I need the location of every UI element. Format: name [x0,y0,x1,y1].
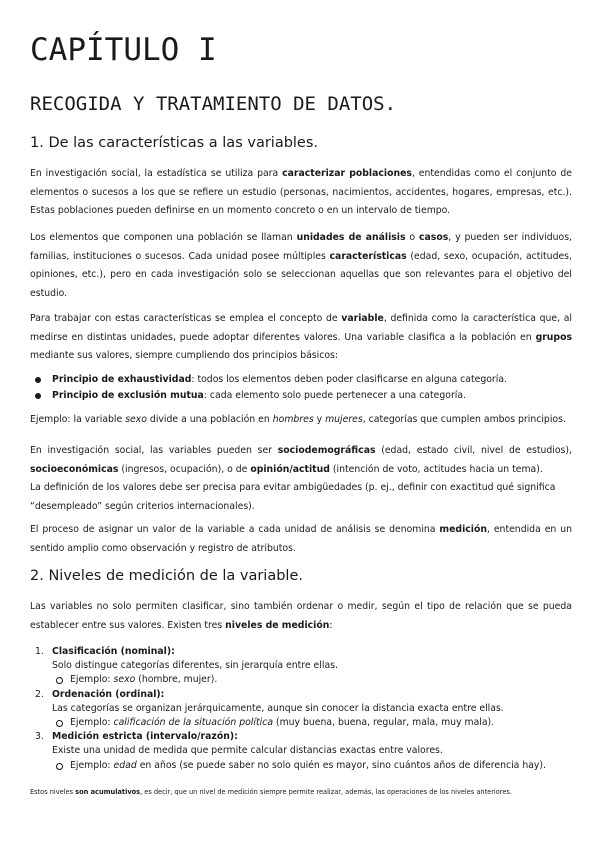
section-2-title: Niveles de medición de la variable. [48,568,303,584]
list-item [30,730,572,773]
text: Ejemplo: [70,717,114,729]
section-1-heading [30,133,318,153]
text: (hombre, mujer). [135,674,218,686]
text: : todos los elementos deben poder clasificarse en alguna categoría. [191,374,507,385]
circle-bullet-icon [56,720,63,727]
italic-term: sexo [125,414,147,425]
text: , definida como la característica que, al medirse en distintas unidades, puede adoptar diferentes valores. Una variable clasifica a la población en [30,313,573,343]
text: divide a una población en [146,414,273,425]
list-number: 2. [35,688,44,700]
bold-term: caracterizar poblaciones [282,168,412,179]
section-2-heading [30,566,303,586]
level-example [52,673,572,687]
text: , entendida en un sentido amplio como observación y registro de atributos. [30,524,572,554]
paragraph-levels-intro [30,598,572,635]
text: Ejemplo: la variable [30,414,126,425]
circle-bullet-icon [56,763,63,770]
cumulative-note [30,787,572,797]
bold-term: grupos [535,331,572,343]
paragraph-measurement [30,521,572,558]
list-number: 3. [35,731,44,743]
text: En investigación social, las variables pueden ser [30,445,278,456]
text: en años (se puede saber no solo quién es mayor, sino cuántos años de diferencia hay). [136,759,547,771]
bold-term: socioeconómicas [30,463,119,475]
text: , categorías que cumplen ambos principios. [362,414,566,425]
italic-term: mujeres [325,414,363,425]
list-number: 1. [35,646,44,657]
list-item [30,688,572,731]
text: Para trabajar con estas características se emplea el concepto de [30,313,342,324]
text: : cada elemento solo puede pertenecer a una categoría. [203,389,467,401]
paragraph-example [30,411,572,430]
circle-bullet-icon [56,677,63,684]
text: Ejemplo: [70,759,114,771]
bold-term: Principio de exhaustividad [52,374,192,385]
bold-term: opinión/actitud [250,463,330,475]
text: (intención de voto, actitudes hacia un tema). [329,463,543,475]
bullet-icon [35,393,41,399]
level-title: Medición estricta (intervalo/razón): [52,731,238,743]
bold-term: casos [419,232,449,243]
section-2-number: 2. [30,568,44,584]
italic-term: hombres [272,414,314,425]
level-example [52,759,572,773]
level-description: Las categorías se organizan jerárquicamente, aunque sin conocer la distancia exacta entre ellas. [52,702,504,714]
italic-term: calificación de la situación política [113,717,274,729]
text: o [405,232,420,243]
level-description: Existe una unidad de medida que permite calcular distancias exactas entre valores. [52,745,443,757]
text: , entendidas como el conjunto de elementos o sucesos a los que se refiere un estudio (personas, nacimientos, accidentes, hogares, empresas, etc.). Estas poblaciones pueden definirse en un momento concreto o en un intervalo de tiempo. [30,168,573,217]
chapter-subtitle: RECOGIDA Y TRATAMIENTO DE DATOS. [30,93,397,115]
section-1-title: De las características a las variables. [48,135,319,151]
bold-term: características [329,250,407,262]
bold-term: unidades de análisis [296,232,406,243]
italic-term: edad [113,759,137,771]
bold-term: sociodemográficas [277,445,376,456]
paragraph-populations [30,165,572,221]
level-example [52,716,572,730]
text: Las variables no solo permiten clasificar, sino también ordenar o medir, según el tipo de relación que se pueda establecer entre sus valores. Existen tres [30,601,572,631]
principles-list [30,372,572,403]
list-item [30,372,572,388]
bold-term: medición [439,524,487,535]
bold-term: niveles de medición [225,619,330,631]
paragraph-variable [30,310,572,366]
list-item [30,388,572,404]
paragraph-variable-types [30,442,572,479]
text: (ingresos, ocupación), o de [118,463,251,475]
levels-list [30,645,572,773]
bold-term: son acumulativos [75,788,141,796]
text: (edad, sexo, ocupación, actitudes, opiniones, etc.), pero en cada investigación solo se seleccionan aquellas que son relevantes para el objetivo del estudio. [30,250,572,299]
section-1-number: 1. [30,135,44,151]
paragraph-units [30,229,572,303]
text: (edad, estado civil, nivel de estudios), [375,445,572,456]
text: , es decir, que un nivel de medición siempre permite realizar, además, las operaciones de los niveles anteriores. [140,788,512,796]
bullet-icon [35,377,41,383]
level-title: Ordenación (ordinal): [52,688,165,700]
text: y [313,414,326,425]
bold-term: Principio de exclusión mutua [52,389,204,401]
text: Los elementos que componen una población se llaman [30,232,297,243]
text: : [329,619,333,631]
text: En investigación social, la estadística se utiliza para [30,168,283,179]
text: Estos niveles [30,788,76,796]
level-description: Solo distingue categorías diferentes, sin jerarquía entre ellas. [52,660,338,672]
text: (muy buena, buena, regular, mala, muy mala). [273,717,495,729]
level-title: Clasificación (nominal): [52,646,175,657]
list-item [30,645,572,688]
text: Ejemplo: [70,674,114,686]
chapter-title: CAPÍTULO I [30,32,217,68]
text: El proceso de asignar un valor de la variable a cada unidad de análisis se denomina [30,524,440,535]
paragraph-definition: La definición de los valores debe ser precisa para evitar ambigüedades (p. ej., definir con exactitud qué significa “desempleado” según criterios internacionales). [30,482,556,512]
text: , y pueden ser individuos, familias, instituciones o sucesos. Cada unidad posee múltiples [30,232,573,262]
text: mediante sus valores, siempre cumpliendo dos principios básicos: [30,350,338,362]
bold-term: variable [341,313,384,324]
italic-term: sexo [113,674,136,686]
